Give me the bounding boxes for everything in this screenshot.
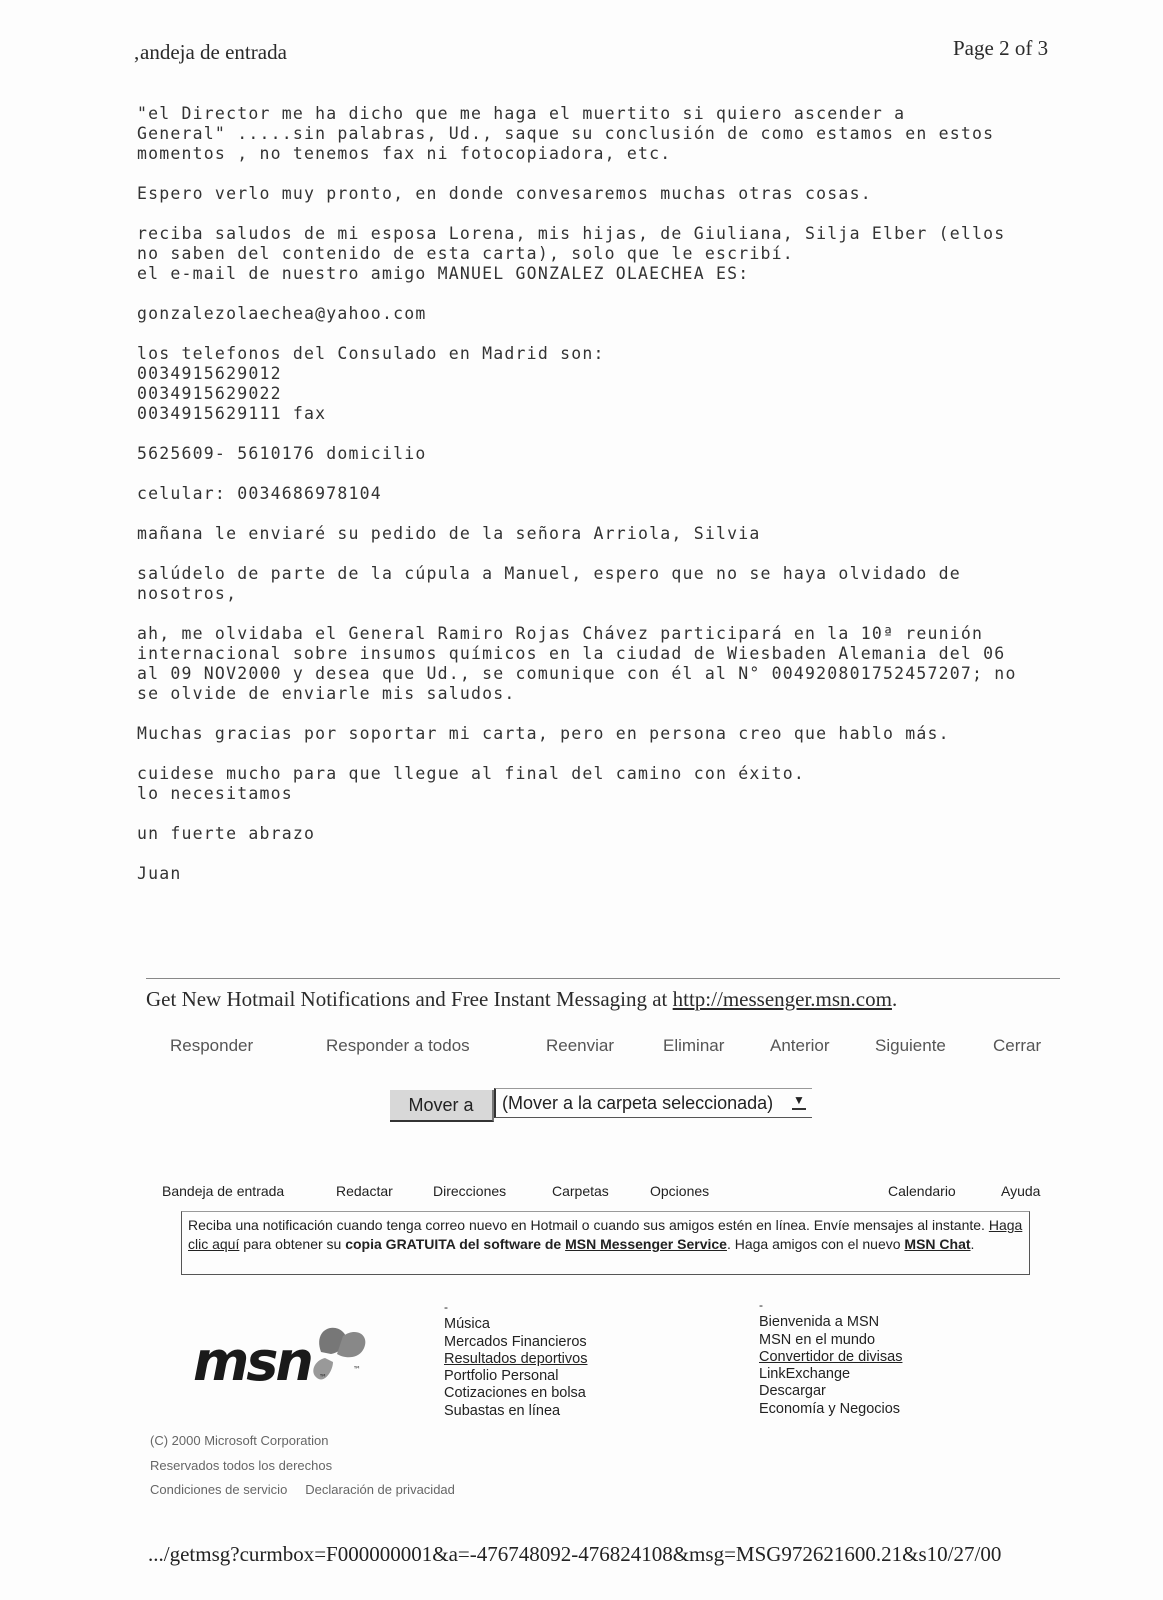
message-line: 5625609- 5610176 domicilio bbox=[137, 444, 427, 463]
page-number: Page 2 of 3 bbox=[953, 36, 1049, 60]
blank-line bbox=[137, 744, 1057, 764]
reply-all-button[interactable]: Responder a todos bbox=[326, 1036, 470, 1055]
trademark-mark-2: ™ bbox=[353, 1365, 361, 1374]
legal-links bbox=[150, 1482, 473, 1497]
delete-button[interactable]: Eliminar bbox=[663, 1036, 725, 1055]
privacy-link[interactable]: Declaración de privacidad bbox=[305, 1482, 455, 1497]
messenger-service-link[interactable]: MSN Messenger Service bbox=[565, 1236, 727, 1252]
terms-link[interactable]: Condiciones de servicio bbox=[150, 1482, 288, 1497]
promo-text: Get New Hotmail Notifications and Free Instant Messaging at bbox=[146, 987, 673, 1011]
message-line: Muchas gracias por soportar mi carta, pero en persona creo que hablo más. bbox=[137, 724, 950, 743]
blank-line bbox=[137, 464, 1057, 484]
blank-line bbox=[137, 544, 1057, 564]
message-line: gonzalezolaechea@yahoo.com bbox=[137, 304, 427, 323]
link-download[interactable]: Descargar bbox=[759, 1383, 826, 1400]
messenger-link[interactable]: http://messenger.msn.com bbox=[672, 987, 892, 1011]
footer-url: .../getmsg?curmbox=F000000001&a=-476748092-476824108&msg=MSG972621600.21&s10/27/00 bbox=[148, 1542, 1002, 1566]
message-line: internacional sobre insumos químicos en la ciudad de Wiesbaden Alemania del 06 bbox=[137, 644, 1006, 663]
folder-select-value: (Mover a la carpeta seleccionada) bbox=[502, 1093, 774, 1113]
reply-button[interactable]: Responder bbox=[170, 1036, 254, 1055]
message-line: se olvide de enviarle mis saludos. bbox=[137, 684, 516, 703]
message-line: "el Director me ha dicho que me haga el muertito si quiero ascender a bbox=[137, 104, 906, 123]
msn-wordmark: msn bbox=[193, 1330, 311, 1393]
msn-logo bbox=[193, 1322, 383, 1396]
message-line: salúdelo de parte de la cúpula a Manuel, espero que no se haya olvidado de bbox=[137, 564, 961, 583]
message-line: al 09 NOV2000 y desea que Ud., se comunique con él al N° 004920801752457207; no bbox=[137, 664, 1017, 683]
nav-options[interactable]: Opciones bbox=[650, 1183, 710, 1199]
promo-end: . bbox=[891, 987, 898, 1011]
message-line: los telefonos del Consulado en Madrid son: bbox=[137, 344, 605, 363]
blank-line bbox=[137, 284, 1057, 304]
message-line: 0034915629012 bbox=[137, 364, 282, 383]
messenger-notice bbox=[181, 1211, 1030, 1275]
message-line: ah, me olvidaba el General Ramiro Rojas Chávez participará en la 10ª reunión bbox=[137, 624, 984, 643]
previous-button[interactable]: Anterior bbox=[770, 1036, 830, 1055]
message-line: no saben del contenido de esta carta), solo que le escribí. bbox=[137, 244, 794, 263]
bullet: - bbox=[444, 1300, 448, 1314]
copyright-block bbox=[150, 1428, 332, 1478]
blank-line bbox=[137, 604, 1057, 624]
promo-line bbox=[146, 987, 897, 1012]
divider bbox=[146, 978, 1060, 979]
link-quotes[interactable]: Cotizaciones en bolsa bbox=[444, 1385, 586, 1402]
link-markets[interactable]: Mercados Financieros bbox=[444, 1333, 587, 1350]
notice-text-2: para obtener su bbox=[239, 1236, 346, 1252]
notice-text-4: . bbox=[970, 1236, 975, 1252]
nav-help[interactable]: Ayuda bbox=[1001, 1183, 1041, 1199]
rights-line: Reservados todos los derechos bbox=[150, 1458, 333, 1473]
message-line: el e-mail de nuestro amigo MANUEL GONZALEZ OLAECHEA ES: bbox=[137, 264, 750, 283]
link-linkexchange[interactable]: LinkExchange bbox=[759, 1366, 851, 1383]
nav-folders[interactable]: Carpetas bbox=[552, 1183, 609, 1199]
blank-line bbox=[137, 204, 1057, 224]
message-line: 0034915629022 bbox=[137, 384, 282, 403]
blank-line bbox=[137, 844, 1057, 864]
blank-line bbox=[137, 164, 1057, 184]
message-line: nosotros, bbox=[137, 584, 238, 603]
folder-select[interactable] bbox=[494, 1088, 812, 1118]
links-column-1 bbox=[444, 1300, 588, 1420]
link-economy[interactable]: Economía y Negocios bbox=[759, 1400, 901, 1417]
trademark-mark: ™ bbox=[319, 1373, 327, 1382]
link-currency-converter[interactable]: Convertidor de divisas bbox=[759, 1348, 903, 1365]
blank-line bbox=[137, 324, 1057, 344]
blank-line bbox=[137, 704, 1057, 724]
header-folder-title: ‚andeja de entrada bbox=[133, 40, 287, 64]
message-line: lo necesitamos bbox=[137, 784, 293, 803]
link-auctions[interactable]: Subastas en línea bbox=[444, 1402, 561, 1419]
link-portfolio[interactable]: Portfolio Personal bbox=[444, 1368, 559, 1385]
bullet: - bbox=[759, 1298, 763, 1312]
nav-calendar[interactable]: Calendario bbox=[888, 1183, 956, 1199]
chevron-down-icon[interactable]: ▼ bbox=[792, 1094, 806, 1110]
msn-butterfly-logo bbox=[193, 1322, 383, 1396]
msn-chat-link[interactable]: MSN Chat bbox=[904, 1236, 971, 1252]
message-line: un fuerte abrazo bbox=[137, 824, 316, 843]
forward-button[interactable]: Reenviar bbox=[546, 1036, 615, 1055]
link-welcome[interactable]: Bienvenida a MSN bbox=[759, 1314, 880, 1331]
message-line: mañana le enviaré su pedido de la señora Arriola, Silvia bbox=[137, 524, 761, 543]
message-line: reciba saludos de mi esposa Lorena, mis hijas, de Giuliana, Silja Elber (ellos bbox=[137, 224, 1006, 243]
link-music[interactable]: Música bbox=[444, 1316, 490, 1333]
message-line: momentos , no tenemos fax ni fotocopiadora, etc. bbox=[137, 144, 672, 163]
blank-line bbox=[137, 424, 1057, 444]
links-column-2 bbox=[759, 1298, 903, 1418]
link-msn-world[interactable]: MSN en el mundo bbox=[759, 1331, 876, 1348]
nav-inbox[interactable]: Bandeja de entrada bbox=[162, 1183, 285, 1199]
message-body bbox=[137, 104, 1057, 884]
message-line: Espero verlo muy pronto, en donde convesaremos muchas otras cosas. bbox=[137, 184, 872, 203]
message-line: General" .....sin palabras, Ud., saque su conclusión de como estamos en estos bbox=[137, 124, 995, 143]
next-button[interactable]: Siguiente bbox=[875, 1036, 946, 1055]
notice-text-3: . Haga amigos con el nuevo bbox=[726, 1236, 905, 1252]
nav-compose[interactable]: Redactar bbox=[336, 1183, 393, 1199]
notice-text-1: Reciba una notificación cuando tenga correo nuevo en Hotmail o cuando sus amigos estén en línea. Envíe mensajes al instante. bbox=[188, 1217, 989, 1233]
move-to-button[interactable]: Mover a bbox=[390, 1090, 494, 1122]
blank-line bbox=[137, 504, 1057, 524]
notice-bold: copia GRATUITA del software de bbox=[345, 1236, 566, 1252]
copyright-line: (C) 2000 Microsoft Corporation bbox=[150, 1433, 329, 1448]
message-line: Juan bbox=[137, 864, 182, 883]
blank-line bbox=[137, 804, 1057, 824]
link-sports[interactable]: Resultados deportivos bbox=[444, 1350, 588, 1367]
click-here-link[interactable]: Haga clic aquí bbox=[188, 1217, 1023, 1252]
message-line: celular: 0034686978104 bbox=[137, 484, 382, 503]
close-button[interactable]: Cerrar bbox=[993, 1036, 1042, 1055]
message-line: cuidese mucho para que llegue al final del camino con éxito. bbox=[137, 764, 806, 783]
message-line: 0034915629111 fax bbox=[137, 404, 327, 423]
nav-addresses[interactable]: Direcciones bbox=[433, 1183, 507, 1199]
